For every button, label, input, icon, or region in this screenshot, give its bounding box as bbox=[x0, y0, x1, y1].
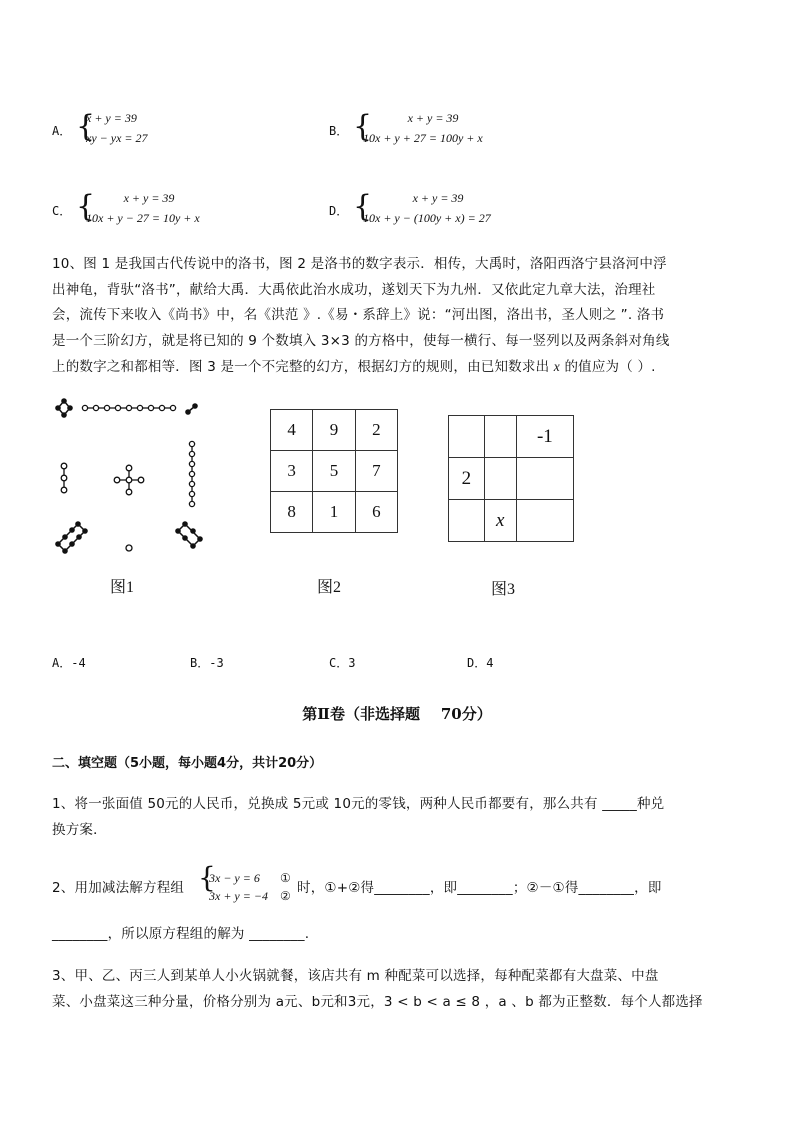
option-label: A． bbox=[52, 124, 72, 138]
question-10-line: 出神龟，背驮“洛书”，献给大禹．大禹依此治水成功，遂划天下为九州．又依此定九章大法，治理社 bbox=[52, 281, 656, 298]
grid-cell bbox=[484, 458, 516, 500]
option-label: D． bbox=[329, 204, 349, 218]
question-10-line: 10、图 1 是我国古代传说中的洛书，图 2 是洛书的数字表示．相传，大禹时，洛阳西洛宁县洛河中浮 bbox=[52, 256, 667, 272]
equation-line1: x + y = 39 bbox=[407, 111, 459, 125]
grid-cell: 2 bbox=[449, 458, 485, 500]
fill-question-1-line2: 换方案． bbox=[52, 821, 107, 838]
grid-cell: 7 bbox=[355, 451, 397, 492]
option-d-q10[interactable]: D．4 bbox=[467, 656, 494, 670]
system-brace: { bbox=[76, 189, 96, 224]
grid-cell bbox=[449, 500, 485, 542]
option-a-q10[interactable]: A．-4 bbox=[52, 656, 86, 670]
fill-question-3 bbox=[52, 964, 752, 1015]
circle-mark-1: ① bbox=[280, 871, 291, 885]
figure-1-caption: 图1 bbox=[110, 579, 135, 596]
circle-mark-2: ② bbox=[280, 889, 291, 903]
fill-question-1 bbox=[52, 792, 752, 843]
grid-cell: x bbox=[484, 500, 516, 542]
question-10-line: 是一个三阶幻方，就是将已知的 9 个数填入 3×3 的方格中，使每一横行、每一竖列以及两条斜对角线 bbox=[52, 332, 670, 349]
grid-cell: 3 bbox=[271, 451, 313, 492]
dot-group-3 bbox=[61, 463, 67, 493]
equation-line1: x + y = 39 bbox=[123, 191, 175, 205]
fill-question-2-prefix: 2、用加减法解方程组 bbox=[52, 880, 185, 896]
dot-group-1 bbox=[126, 545, 132, 551]
grid-cell: 9 bbox=[313, 410, 355, 451]
dot-group-7 bbox=[189, 441, 194, 506]
grid-cell bbox=[449, 416, 485, 458]
luoshu-figure-1 bbox=[50, 396, 220, 561]
fill-question-3-line2: 菜、小盘菜这三种分量，价格分别为 a元、b元和3元，3 < b < a ≤ 8 ，a 、b 都为正整数．每个人都选择 bbox=[52, 993, 703, 1010]
grid-cell: -1 bbox=[516, 416, 573, 458]
fill-question-1-line1: 1、将一张面值 50元的人民币，兑换成 5元或 10元的零钱，两种人民币都要有，那么共有 _____种兑 bbox=[52, 796, 665, 812]
grid-cell: 4 bbox=[271, 410, 313, 451]
grid-cell bbox=[484, 416, 516, 458]
variable-x: x bbox=[553, 359, 560, 374]
equation-line2: 10x + y − (100y + x) = 27 bbox=[363, 211, 491, 225]
magic-square-figure-2 bbox=[270, 409, 398, 533]
dot-group-5 bbox=[114, 465, 144, 495]
section-2-title: 第Ⅱ卷（非选择题 70分） bbox=[302, 705, 492, 723]
figure-3-caption: 图3 bbox=[491, 581, 516, 598]
grid-cell: 8 bbox=[271, 492, 313, 533]
grid-cell: 5 bbox=[313, 451, 355, 492]
magic-square-figure-3 bbox=[448, 415, 574, 542]
dot-group-8 bbox=[55, 521, 88, 554]
system-eq1: 3x − y = 6 bbox=[209, 871, 260, 885]
equation-line2: 10x + y − 27 = 10y + x bbox=[86, 211, 200, 225]
fill-question-2-line2: ________，所以原方程组的解为 ________. bbox=[52, 926, 310, 942]
grid-cell bbox=[516, 458, 573, 500]
figure-2-caption: 图2 bbox=[317, 579, 342, 596]
question-10-last-line bbox=[52, 354, 752, 381]
equation-line1: x + y = 39 bbox=[412, 191, 464, 205]
grid-cell: 6 bbox=[355, 492, 397, 533]
option-b-q10[interactable]: B．-3 bbox=[190, 656, 224, 670]
grid-cell: 2 bbox=[355, 410, 397, 451]
question-10-line: 会，流传下来收入《尚书》中，名《洪范 》.《易・系辞上》说：“河出图，洛出书，圣人则之 ”. 洛书 bbox=[52, 307, 665, 323]
system-eq2: 3x + y = −4 bbox=[209, 889, 268, 903]
equation-line2: 10x + y + 27 = 100y + x bbox=[363, 131, 483, 145]
equation-line2: xy − yx = 27 bbox=[86, 131, 148, 145]
grid-cell: 1 bbox=[313, 492, 355, 533]
part-2-title: 二、填空题（5小题，每小题4分，共计20分） bbox=[52, 756, 323, 771]
question-10-tail: 的值应为（ ）. bbox=[559, 359, 656, 375]
fill-question-3-line1: 3、甲、乙、丙三人到某单人小火锅就餐，该店共有 m 种配菜可以选择，每种配菜都有大盘菜、中盘 bbox=[52, 968, 659, 984]
equation-line1: x + y = 39 bbox=[86, 111, 137, 125]
question-10 bbox=[52, 252, 752, 381]
system-brace: { bbox=[353, 189, 373, 224]
option-label: B． bbox=[329, 124, 349, 138]
system-brace: { bbox=[76, 109, 96, 144]
question-10-line: 上的数字之和都相等．图 3 是一个不完整的幻方，根据幻方的规则，由已知数求出 bbox=[52, 359, 554, 375]
system-brace: { bbox=[353, 109, 373, 144]
option-label: C． bbox=[52, 204, 72, 218]
fill-question-2-suffix: 时，①+②得________，即________；②－①得________，即 bbox=[297, 880, 662, 896]
grid-cell bbox=[516, 500, 573, 542]
system-brace: { bbox=[198, 861, 216, 894]
dot-group-9 bbox=[82, 405, 175, 410]
dot-group-6 bbox=[175, 521, 203, 549]
option-c-q10[interactable]: C．3 bbox=[329, 656, 356, 670]
